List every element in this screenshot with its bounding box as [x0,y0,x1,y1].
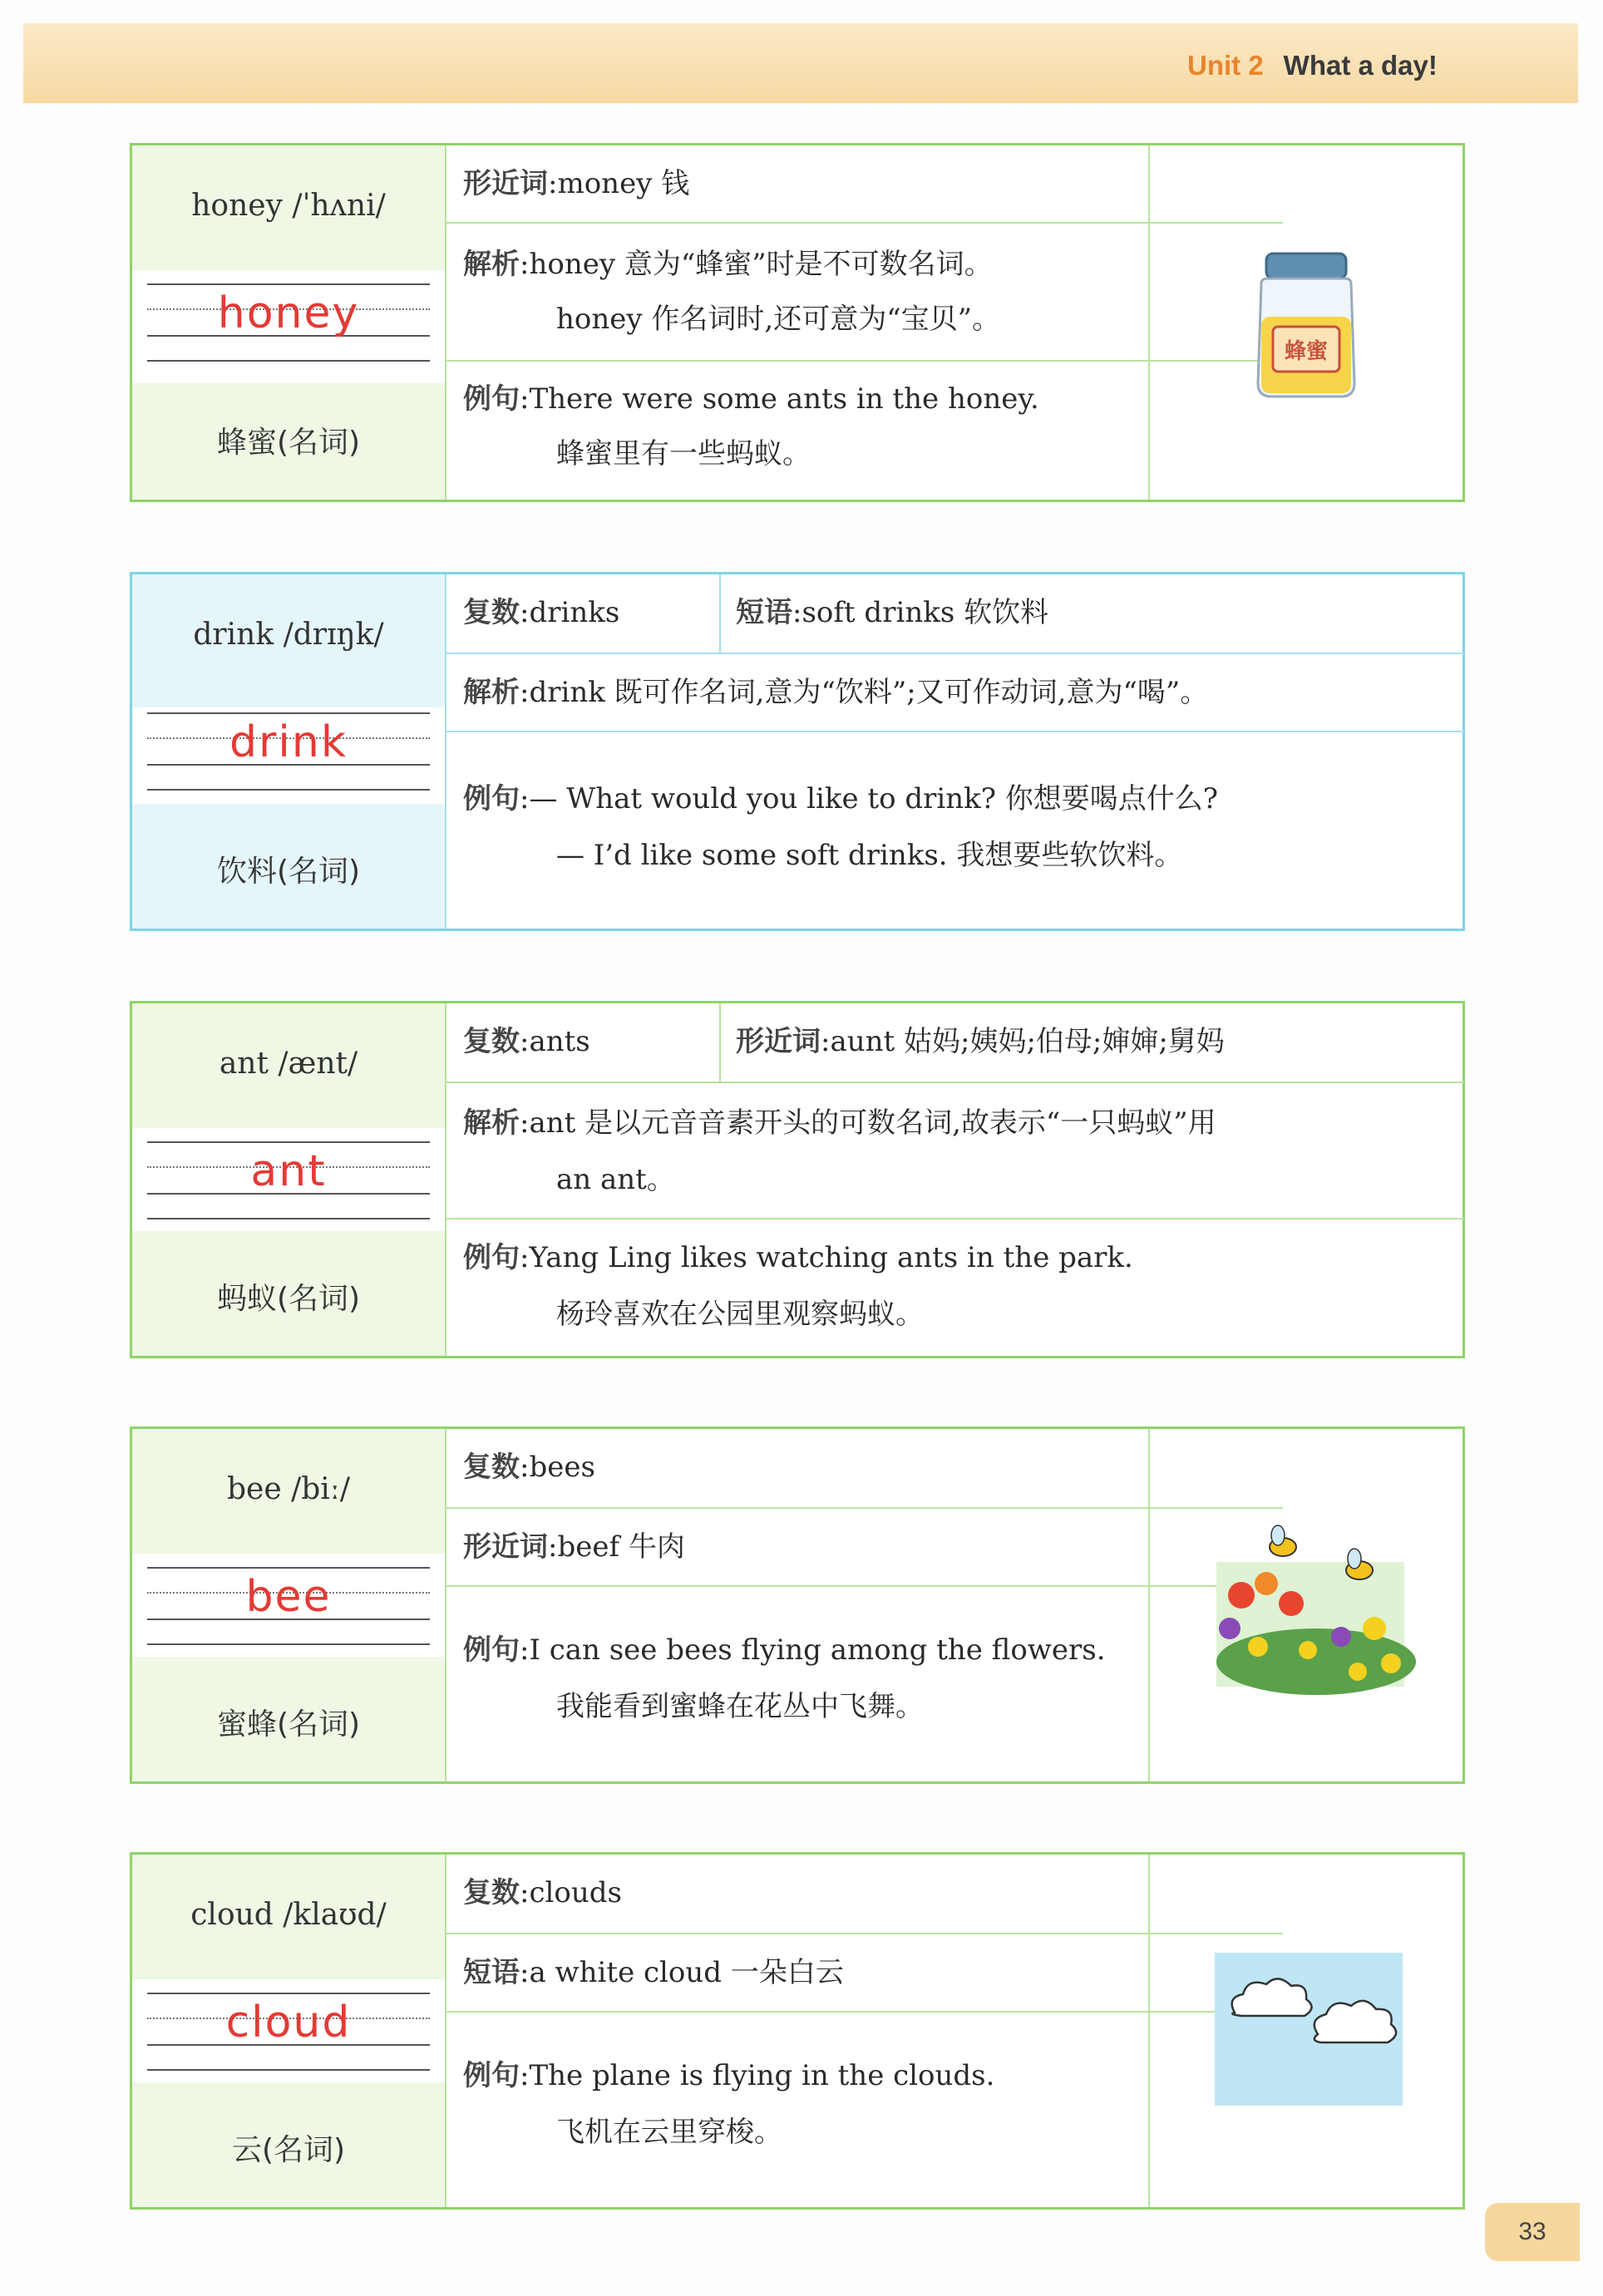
word-card-cloud [130,1852,1465,2210]
practice-word: honey [217,288,360,338]
phonetic: honey /ˈhʌni/ [191,189,386,223]
chinese-meaning: 蜂蜜(名词) [216,426,361,460]
writing-lines [147,1141,430,1224]
honey-jar-icon [1150,145,1462,500]
jar-label: 蜂蜜 [1284,339,1329,364]
word-card-ant [130,1001,1465,1358]
chinese-meaning: 饮料(名词) [216,855,361,889]
practice-word: drink [229,717,348,767]
phrase-row: 短语:a white cloud 一朵白云 [445,1934,1283,2013]
example-row: 例句:Yang Ling likes watching ants in the park. 杨玲喜欢在公园里观察蚂蚁。 [463,1241,1133,1331]
word-column [132,145,446,500]
phonetic: cloud /klaʊd/ [190,1898,387,1932]
example-row: 例句:— What would you like to drink? 你想要喝点什么? — I’d like some soft drinks. 我想要些软饮料。 [463,782,1219,872]
plural-row: 复数:bees [445,1429,1283,1509]
phonetic: drink /drɪŋk/ [193,618,384,652]
analysis-row: 解析:ant 是以元音音素开头的可数名词,故表示“一只蚂蚁”用 an ant。 [445,1083,1464,1219]
writing-lines [147,1993,430,2076]
unit-name: What a day! [1283,50,1438,81]
label: 形近词 [463,167,548,200]
practice-word: bee [245,1572,332,1622]
plural-row: 复数:clouds [445,1855,1283,1934]
chinese-meaning: 云(名词) [231,2133,346,2167]
page-header [23,23,1578,103]
word-column [132,1429,446,1781]
practice-word: cloud [225,1998,352,2047]
phonetic: bee /biː/ [226,1472,351,1506]
plural-phrase-row: 复数:drinks 短语:soft drinks 软饮料 [445,574,1464,654]
chinese-meaning: 蜜蜂(名词) [216,1707,361,1742]
clouds-icon [1150,1855,1462,2209]
writing-lines [147,1567,430,1650]
picture-column [1148,145,1462,500]
similar-row: 形近词:beef 牛肉 [445,1509,1283,1587]
phonetic: ant /ænt/ [219,1047,358,1081]
word-column [132,1855,446,2207]
picture-column [1148,1855,1462,2207]
chinese-meaning: 蚂蚁(名词) [216,1282,361,1316]
unit-title [1187,50,1438,81]
bees-and-flowers-icon [1150,1429,1462,1783]
similar-row: 形近词:money 钱 [445,145,1283,224]
unit-number: Unit 2 [1187,50,1264,81]
word-card-drink [130,572,1465,931]
example-row: 例句:There were some ants in the honey. 蜂蜜里有一些蚂蚁。 [463,382,1039,471]
analysis-row: 解析:drink 既可作名词,意为“饮料”;又可作动词,意为“喝”。 [445,654,1464,732]
page-number: 33 [1485,2203,1580,2261]
writing-lines [147,283,430,367]
plural-similar-row: 复数:ants 形近词:aunt 姑妈;姨妈;伯母;婶婶;舅妈 [445,1003,1464,1083]
analysis-row: 解析:honey 意为“蜂蜜”时是不可数名词。 honey 作名词时,还可意为“宝贝”。 [445,224,1283,362]
picture-column [1148,1429,1462,1781]
example-row: 例句:I can see bees flying among the flowers. 我能看到蜜蜂在花丛中飞舞。 [463,1633,1106,1723]
word-column [132,574,446,929]
practice-word: ant [250,1146,327,1196]
example-row: 例句:The plane is flying in the clouds. 飞机在云里穿梭。 [463,2059,995,2149]
word-column [132,1003,446,1356]
word-card-bee [130,1426,1465,1784]
writing-lines [147,712,430,796]
word-card-honey [130,143,1465,502]
